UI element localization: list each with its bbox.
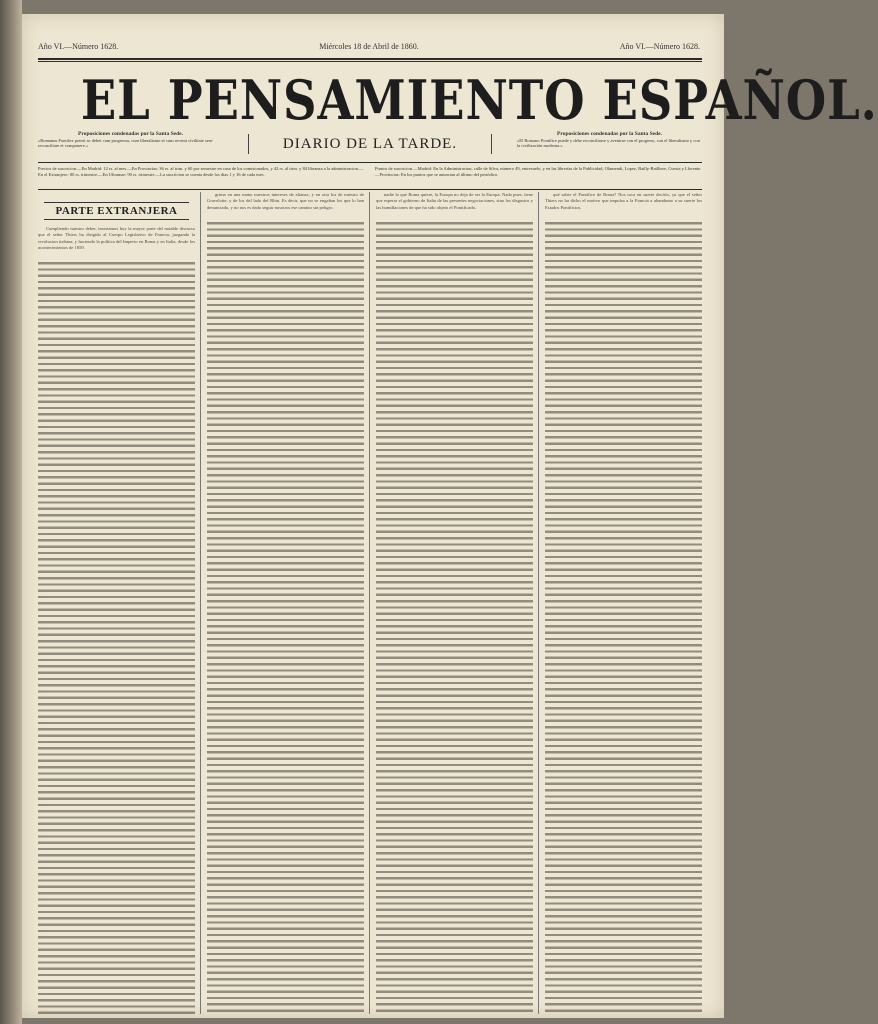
masthead-subtitle: DIARIO DE LA TARDE. bbox=[248, 134, 492, 154]
subscription-prices: Precios de suscricion.—En Madrid: 12 rs. al mes.—En Provincias: 36 rs. al trim. y 60 por semestre en casa de los comisionados, y 42 rs. al trim. y 84 libranza a la administracion.—En el Extranjero: 80 rs. trimestre.—En Ultramar: 90 rs. trimestre.—La suscricion se cuenta desde los dias 1 y 16 de cada mes. bbox=[38, 166, 364, 177]
column-2-text-lines bbox=[207, 222, 364, 1014]
column-3-text-lines bbox=[376, 222, 533, 1014]
article-columns bbox=[38, 192, 702, 1014]
column-3 bbox=[376, 192, 539, 1014]
issue-number-left: Año VI.—Número 1628. bbox=[38, 42, 119, 51]
header-rule-top-thin bbox=[38, 61, 702, 62]
column-1 bbox=[38, 192, 201, 1014]
column-1-text-lines bbox=[38, 262, 195, 1014]
notice-rule bbox=[38, 189, 702, 190]
section-heading: PARTE EXTRANJERA bbox=[44, 202, 189, 220]
column-4 bbox=[545, 192, 702, 1014]
column-4-text-lines bbox=[545, 222, 702, 1014]
motto-right bbox=[517, 132, 702, 158]
subscription-points: Puntos de suscricion.—Madrid: En la Administracion, calle de Silva, número 49, entresuelo, y en las librerías de la Publicidad, Olamendi, Lopez, Bailly-Bailliere, Cuesta y Llorente.—Provincias: En los puntos que se anuncian al último del periódico. bbox=[375, 166, 702, 177]
issue-date: Miércoles 18 de Abril de 1860. bbox=[319, 42, 419, 51]
column-1-lead: Cumpliendo nuestro deber, insertamos hoy la mayor parte del notable discurso que el señor Thiers ha dirigido al Cuerpo Legislativo de Francia, juzgando la revolucion italiana, y haciendo la política del Imperio en Roma y en Italia, desde los acontecimientos de 1859. bbox=[38, 226, 195, 250]
motto-right-heading: Proposiciones condenadas por la Santa Sede. bbox=[557, 131, 662, 137]
subscription-notices bbox=[38, 166, 702, 188]
column-2-lead: grima en una mano nuestros intereses de alianza, y en otra los de nuestro de Gravelotte, y de los del lado del Rhin. Es decir, que no se engañan los que lo han denunciado, y no nos es dado seguir nosotros ese camino sin peligro. bbox=[207, 192, 364, 210]
masthead-subtitle-row bbox=[38, 132, 702, 158]
column-4-lead: qué saber el Pontífice de Roma? Nos toca en suerte decirlo, ya que el señor Thiers no ha dicho el motivo que impulsa a la Francia a abandonar a su suerte los Estados Pontificios. bbox=[545, 192, 702, 210]
header-rule-top bbox=[38, 58, 702, 60]
column-2 bbox=[207, 192, 370, 1014]
book-spine bbox=[0, 0, 22, 1024]
masthead-title: EL PENSAMIENTO ESPAÑOL. bbox=[80, 68, 878, 132]
motto-right-text: «El Romano Pontífice puede y debe reconciliarse y avenirse con el progreso, con el liberalismo y con la civilización moderna.» bbox=[517, 137, 700, 148]
column-3-lead: nadie lo que Roma quiere, la Europa no deja de ser la Europa. Nada pues, tiene que esperar el gobierno de Italia de las presentes negociaciones, sino los disgustos y las humillaciones de que ha sido objeto el Pontificado. bbox=[376, 192, 533, 210]
motto-left-text: «Romanus Pontifex potest ac debet cum progressu, cum liberalismo et cum recenti civilitate sese reconciliare et componere.» bbox=[38, 137, 213, 148]
motto-left-heading: Proposiciones condenadas por la Santa Sede. bbox=[78, 131, 183, 137]
header-meta-row bbox=[38, 42, 700, 56]
issue-number-right: Año VI.—Número 1628. bbox=[619, 42, 700, 51]
header-rule-bottom bbox=[38, 162, 702, 163]
motto-left bbox=[38, 132, 223, 158]
